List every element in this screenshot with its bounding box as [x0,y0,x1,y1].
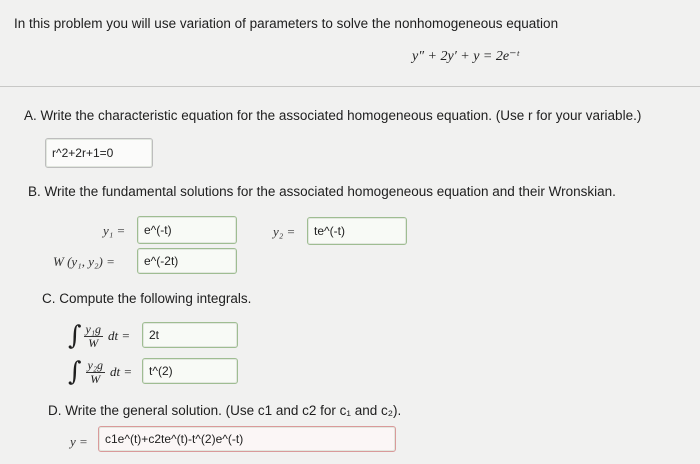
wronskian-label: W (y₁, y₂) = [53,254,115,269]
integral-2-numerator: y₂g [87,357,104,372]
problem-intro: In this problem you will use variation of parameters to solve the nonhomogeneous equation [14,16,559,31]
integral-2-fraction [86,359,106,386]
integral-2-denominator: W [90,371,101,386]
part-d-prompt: D. Write the general solution. (Use c1 and c2 for c₁ and c₂). [48,403,402,418]
y1-input[interactable]: e^(-t) [137,216,237,244]
part-a-prompt: A. Write the characteristic equation for the associated homogeneous equation. (Use r for your variable.) [24,108,642,123]
integral-1-numerator: y₁g [85,321,102,336]
integral-2-dt: dt = [110,364,133,379]
integral-1-input[interactable]: 2t [142,322,238,348]
y2-label: y₂ = [273,224,296,239]
part-c-prompt: C. Compute the following integrals. [42,291,252,306]
differential-equation: y″ + 2y′ + y = 2e⁻ᵗ [412,49,519,64]
wronskian-input[interactable]: e^(-2t) [137,248,237,274]
general-solution-input[interactable]: c1e^(t)+c2te^(t)-t^(2)e^(-t) [98,426,396,452]
y1-label: y₁ = [103,223,126,238]
integral-1-denominator: W [88,335,99,350]
y2-input[interactable]: te^(-t) [307,217,407,245]
part-b-prompt: B. Write the fundamental solutions for the associated homogeneous equation and their Wronskian. [28,184,616,199]
integral-1-dt: dt = [108,328,131,343]
integral-2-expression [68,352,132,392]
integral-sign: ∫ [68,357,82,387]
divider [0,86,700,87]
integral-1-fraction [84,323,104,350]
characteristic-equation-input[interactable]: r^2+2r+1=0 [45,138,153,168]
general-solution-label: y = [70,434,88,449]
integral-1-expression [68,316,130,356]
integral-sign: ∫ [68,321,82,351]
integral-2-input[interactable]: t^(2) [142,358,238,384]
